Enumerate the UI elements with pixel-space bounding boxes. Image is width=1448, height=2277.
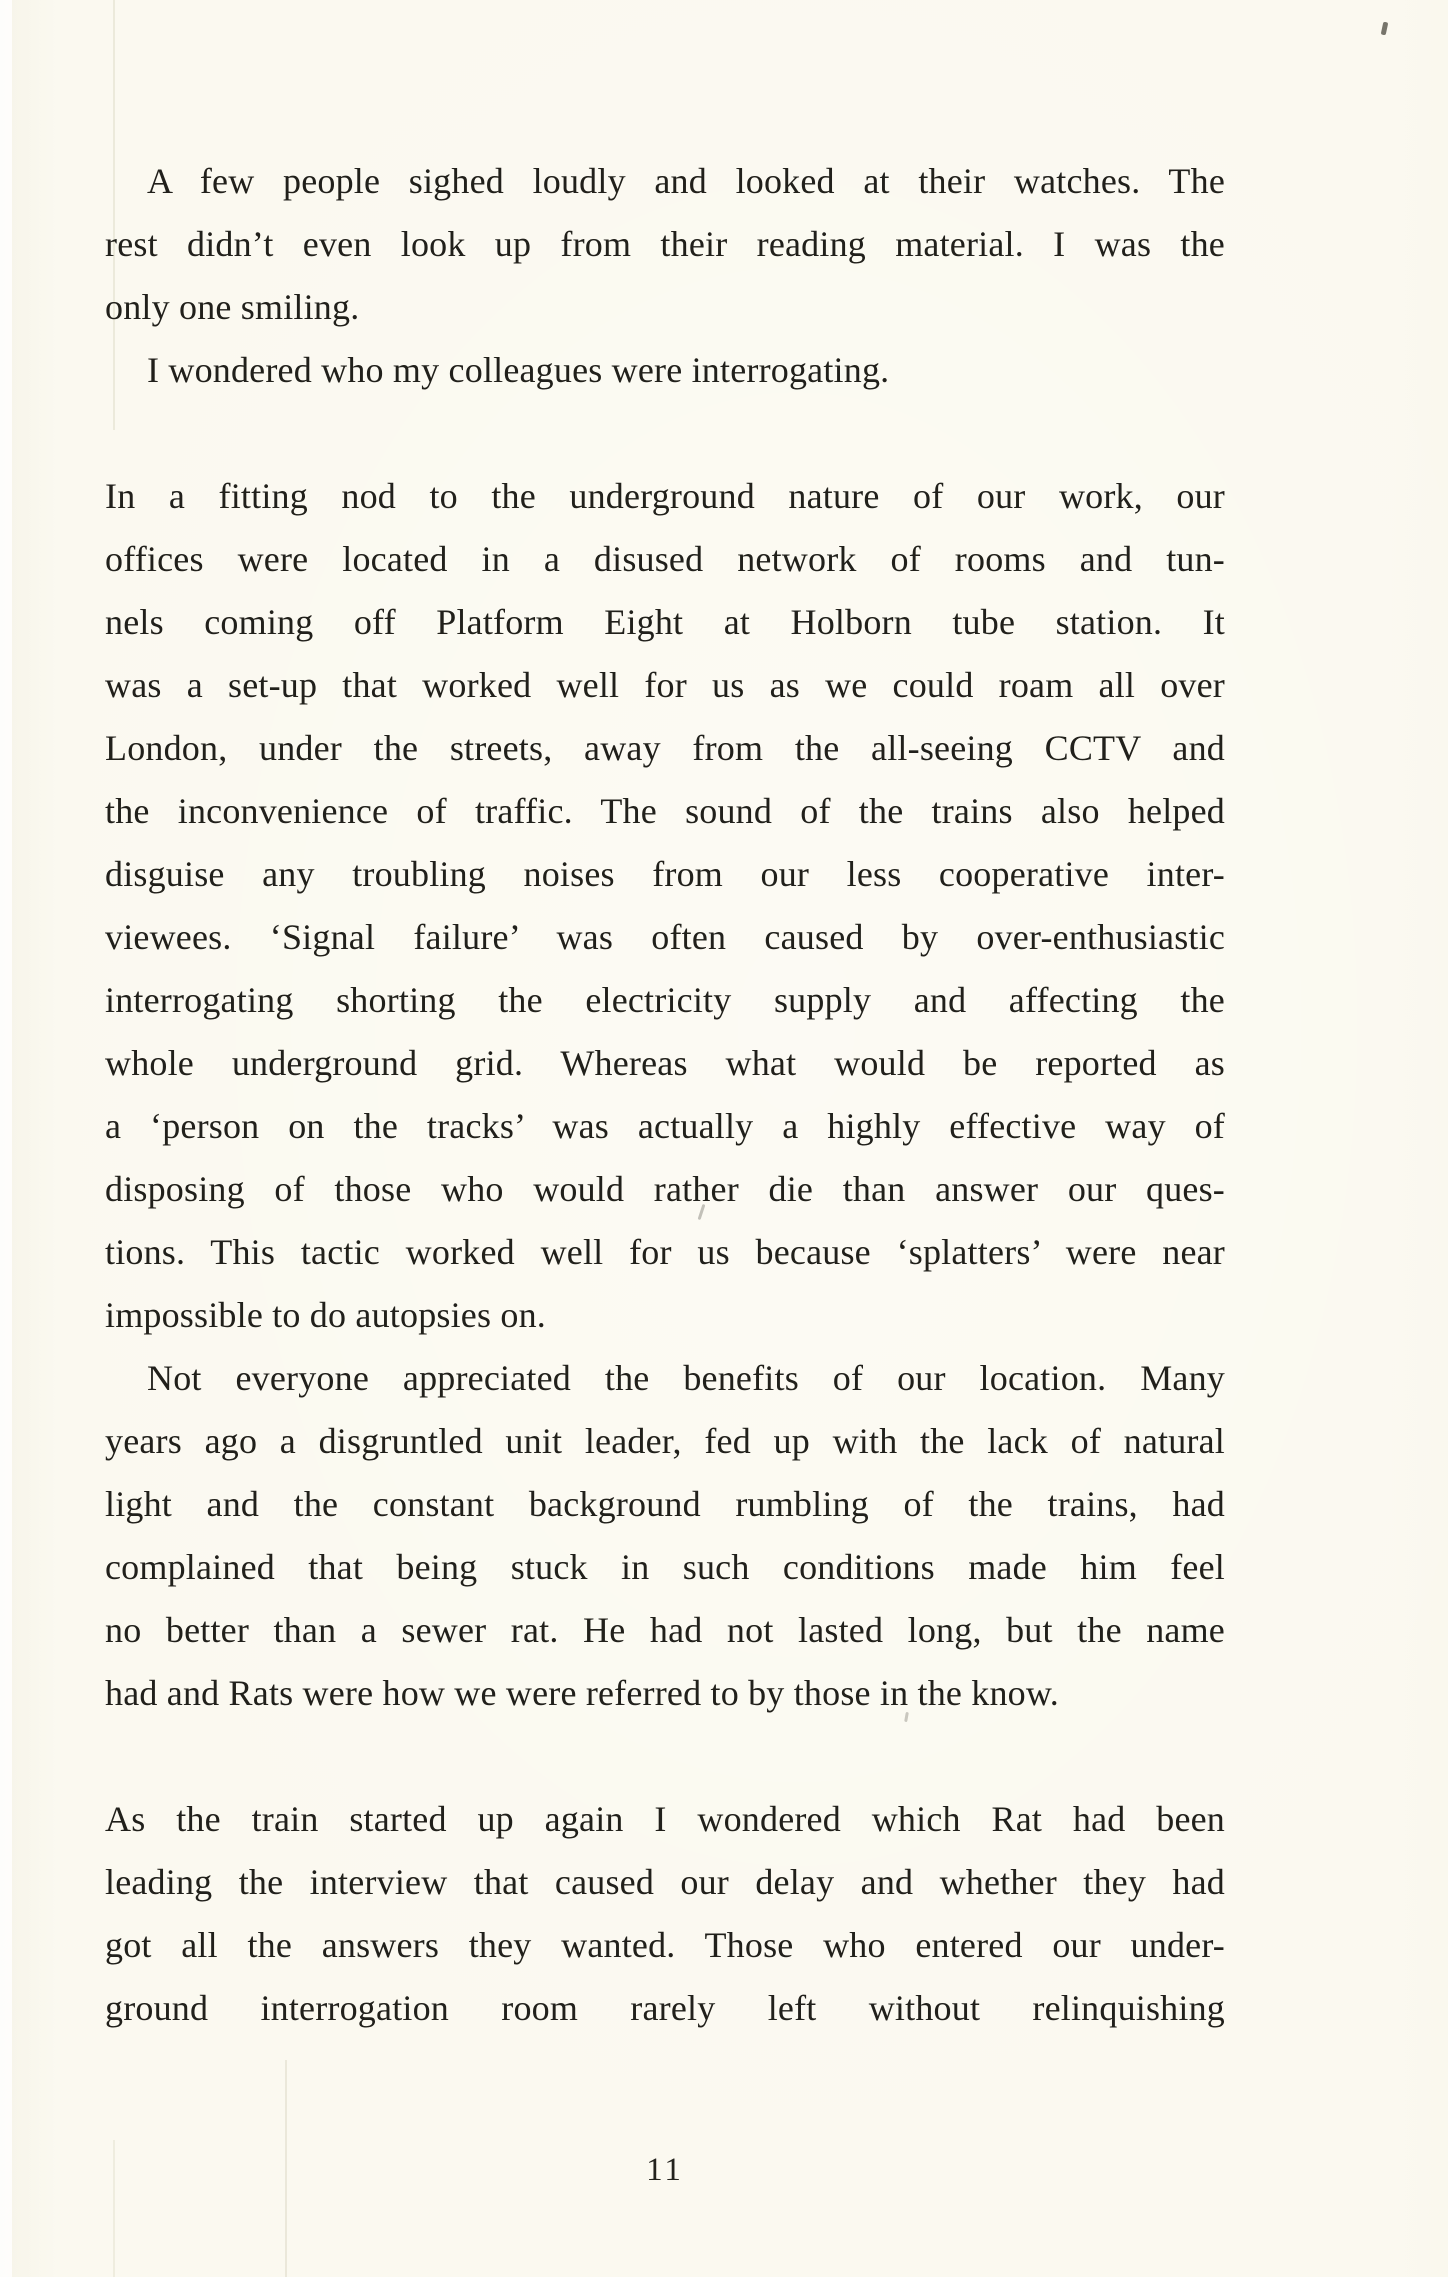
- scan-speck: [1381, 22, 1389, 36]
- text-line: got all the answers they wanted. Those who entered our under-: [105, 1925, 1225, 1965]
- text-line: disguise any troubling noises from our less cooperative inter-: [105, 854, 1225, 894]
- text-line: Not everyone appreciated the benefits of our location. Many: [147, 1358, 1225, 1398]
- text-line: disposing of those who would rather die than answer our ques-: [105, 1169, 1225, 1209]
- text-line: In a fitting nod to the underground nature of our work, our: [105, 476, 1225, 516]
- paragraph: [105, 465, 1225, 1347]
- text-line: had and Rats were how we were referred to by those in the know.: [105, 1673, 1059, 1713]
- text-line: nels coming off Platform Eight at Holborn tube station. It: [105, 602, 1225, 642]
- text-line: ground interrogation room rarely left without relinquishing: [105, 1988, 1225, 2028]
- paragraph: [105, 1788, 1225, 2040]
- text-line: a ‘person on the tracks’ was actually a highly effective way of: [105, 1106, 1225, 1146]
- text-line: As the train started up again I wondered which Rat had been: [105, 1799, 1225, 1839]
- scan-edge-strip: [0, 0, 12, 2277]
- text-line: complained that being stuck in such conditions made him feel: [105, 1547, 1225, 1587]
- text-line: light and the constant background rumbling of the trains, had: [105, 1484, 1225, 1524]
- text-line: tions. This tactic worked well for us because ‘splatters’ were near: [105, 1232, 1225, 1272]
- paragraph: [105, 1347, 1225, 1725]
- text-line: whole underground grid. Whereas what would be reported as: [105, 1043, 1225, 1083]
- text-line: was a set-up that worked well for us as we could roam all over: [105, 665, 1225, 705]
- text-line: the inconvenience of traffic. The sound of the trains also helped: [105, 791, 1225, 831]
- paragraph: [105, 150, 1225, 339]
- text-line: no better than a sewer rat. He had not lasted long, but the name: [105, 1610, 1225, 1650]
- text-line: London, under the streets, away from the all-seeing CCTV and: [105, 728, 1225, 768]
- text-line: interrogating shorting the electricity supply and affecting the: [105, 980, 1225, 1020]
- text-line: rest didn’t even look up from their reading material. I was the: [105, 224, 1225, 264]
- text-line: only one smiling.: [105, 287, 360, 327]
- text-line: viewees. ‘Signal failure’ was often caused by over-enthusiastic: [105, 917, 1225, 957]
- text-line: leading the interview that caused our delay and whether they had: [105, 1862, 1225, 1902]
- page-number: 11: [646, 2152, 684, 2188]
- text-line: impossible to do autopsies on.: [105, 1295, 546, 1335]
- page-text-block: [105, 150, 1225, 2040]
- text-line: I wondered who my colleagues were interrogating.: [147, 350, 890, 390]
- text-line: A few people sighed loudly and looked at their watches. The: [147, 161, 1225, 201]
- paragraph: [105, 339, 1225, 402]
- text-line: offices were located in a disused network of rooms and tun-: [105, 539, 1225, 579]
- text-line: years ago a disgruntled unit leader, fed up with the lack of natural: [105, 1421, 1225, 1461]
